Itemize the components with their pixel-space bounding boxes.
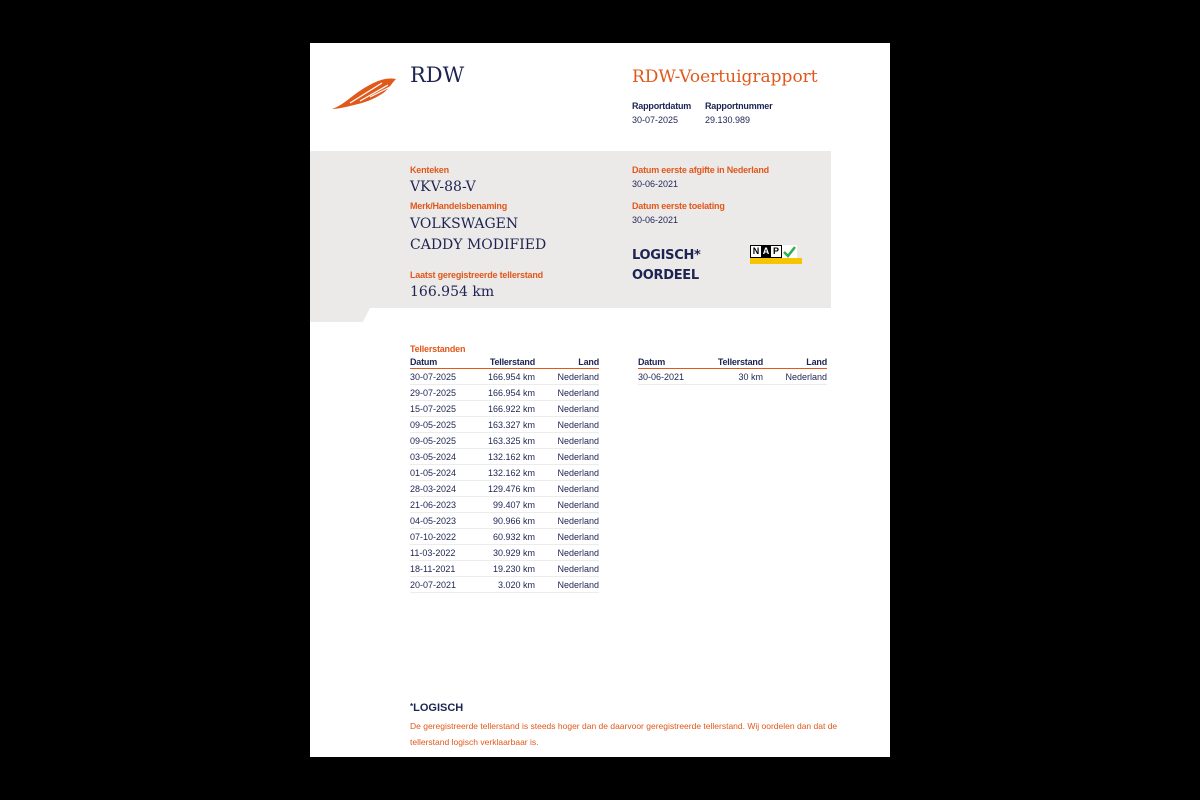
cell-datum: 15-07-2025: [410, 401, 480, 417]
cell-land: Nederland: [535, 401, 599, 417]
report-date-label: Rapportdatum: [632, 101, 692, 111]
cell-datum: 18-11-2021: [410, 561, 480, 577]
table-row: [410, 465, 599, 481]
cell-tellerstand: 163.325 km: [480, 433, 535, 449]
col-land: Land: [535, 356, 599, 369]
table-row: [410, 417, 599, 433]
cell-tellerstand: 129.476 km: [480, 481, 535, 497]
col-datum: Datum: [638, 356, 708, 369]
cell-tellerstand: 132.162 km: [480, 465, 535, 481]
first-admission-label: Datum eerste toelating: [632, 201, 725, 211]
cell-land: Nederland: [535, 545, 599, 561]
report-date: [632, 101, 691, 125]
cell-datum: 28-03-2024: [410, 481, 480, 497]
tellerstanden-table-left: [410, 356, 599, 593]
cell-tellerstand: 166.954 km: [480, 385, 535, 401]
report-number-label: Rapportnummer: [705, 101, 773, 111]
cell-land: Nederland: [535, 465, 599, 481]
nap-logo: [750, 245, 797, 264]
nap-yellow-bar: [750, 258, 802, 264]
make-label: Merk/Handelsbenaming: [410, 201, 508, 211]
cell-land: Nederland: [535, 369, 599, 385]
cell-tellerstand: 163.327 km: [480, 417, 535, 433]
nap-letter-n: N: [752, 246, 760, 256]
nap-letter-p: P: [772, 246, 779, 256]
plate-label: Kenteken: [410, 165, 449, 175]
cell-tellerstand: 30 km: [708, 369, 763, 385]
table-row: [410, 481, 599, 497]
cell-tellerstand: 99.407 km: [480, 497, 535, 513]
first-issue-label: Datum eerste afgifte in Nederland: [632, 165, 769, 175]
cell-datum: 30-07-2025: [410, 369, 480, 385]
cell-datum: 11-03-2022: [410, 545, 480, 561]
cell-tellerstand: 3.020 km: [480, 577, 535, 593]
panel-tab: [310, 308, 370, 322]
cell-tellerstand: 132.162 km: [480, 449, 535, 465]
first-admission-value: 30-06-2021: [632, 215, 679, 225]
first-issue-value: 30-06-2021: [632, 179, 679, 189]
table-row: [410, 449, 599, 465]
cell-datum: 04-05-2023: [410, 513, 480, 529]
table-row: [410, 561, 599, 577]
table-row: [410, 497, 599, 513]
cell-tellerstand: 90.966 km: [480, 513, 535, 529]
verdict-line-2: OORDEEL: [632, 268, 699, 283]
tellerstanden-table-right: [638, 356, 827, 385]
tellerstanden-title: Tellerstanden: [410, 344, 466, 354]
table-row: [410, 385, 599, 401]
odometer-label: Laatst geregistreerde tellerstand: [410, 270, 543, 280]
table-row: [638, 369, 827, 385]
cell-datum: 30-06-2021: [638, 369, 708, 385]
report-number-value: 29.130.989: [705, 115, 751, 125]
table-row: [410, 529, 599, 545]
brand-name: RDW: [410, 63, 465, 87]
cell-datum: 01-05-2024: [410, 465, 480, 481]
verdict: [632, 246, 701, 286]
cell-land: Nederland: [535, 385, 599, 401]
cell-datum: 21-06-2023: [410, 497, 480, 513]
cell-datum: 29-07-2025: [410, 385, 480, 401]
cell-land: Nederland: [535, 449, 599, 465]
cell-datum: 20-07-2021: [410, 577, 480, 593]
col-tellerstand: Tellerstand: [480, 356, 535, 369]
odometer-value: 166.954 km: [410, 284, 495, 300]
footnote-asterisk: *: [410, 702, 414, 711]
verdict-line-1: LOGISCH*: [632, 248, 701, 263]
cell-land: Nederland: [535, 513, 599, 529]
table-row: [410, 513, 599, 529]
table-row: [410, 577, 599, 593]
report-number: [705, 101, 772, 125]
cell-land: Nederland: [535, 577, 599, 593]
table-row: [410, 401, 599, 417]
col-land: Land: [763, 356, 827, 369]
make-value: VOLKSWAGEN: [410, 216, 519, 232]
cell-datum: 09-05-2025: [410, 417, 480, 433]
plate-value: VKV-88-V: [410, 179, 476, 195]
cell-land: Nederland: [535, 497, 599, 513]
report-page: [310, 43, 890, 757]
cell-tellerstand: 166.954 km: [480, 369, 535, 385]
model-value: CADDY MODIFIED: [410, 237, 547, 253]
cell-datum: 07-10-2022: [410, 529, 480, 545]
table-row: [410, 545, 599, 561]
cell-land: Nederland: [535, 481, 599, 497]
cell-land: Nederland: [535, 529, 599, 545]
footnote-title-text: LOGISCH: [413, 702, 464, 714]
cell-tellerstand: 60.932 km: [480, 529, 535, 545]
table-row: [410, 369, 599, 385]
table-row: [410, 433, 599, 449]
nap-letter-a: A: [762, 246, 770, 256]
col-datum: Datum: [410, 356, 480, 369]
cell-datum: 03-05-2024: [410, 449, 480, 465]
cell-land: Nederland: [535, 561, 599, 577]
cell-tellerstand: 30.929 km: [480, 545, 535, 561]
cell-datum: 09-05-2025: [410, 433, 480, 449]
table-header-row: [410, 356, 599, 369]
table-header-row: [638, 356, 827, 369]
cell-land: Nederland: [763, 369, 827, 385]
cell-tellerstand: 19.230 km: [480, 561, 535, 577]
col-tellerstand: Tellerstand: [708, 356, 763, 369]
rdw-feather-logo-icon: [330, 75, 400, 115]
footnote-text: De geregistreerde tellerstand is steeds hoger dan de daarvoor geregistreerde tellerstand. Wij oordelen dan dat de tellerstand logisch verklaarbaar is.: [410, 721, 838, 747]
footnote-title: [410, 702, 463, 714]
nap-letters: [750, 245, 782, 258]
cell-tellerstand: 166.922 km: [480, 401, 535, 417]
cell-land: Nederland: [535, 433, 599, 449]
cell-land: Nederland: [535, 417, 599, 433]
report-date-value: 30-07-2025: [632, 115, 679, 125]
report-title: RDW-Voertuigrapport: [632, 67, 818, 87]
nap-check-icon: [782, 245, 797, 258]
